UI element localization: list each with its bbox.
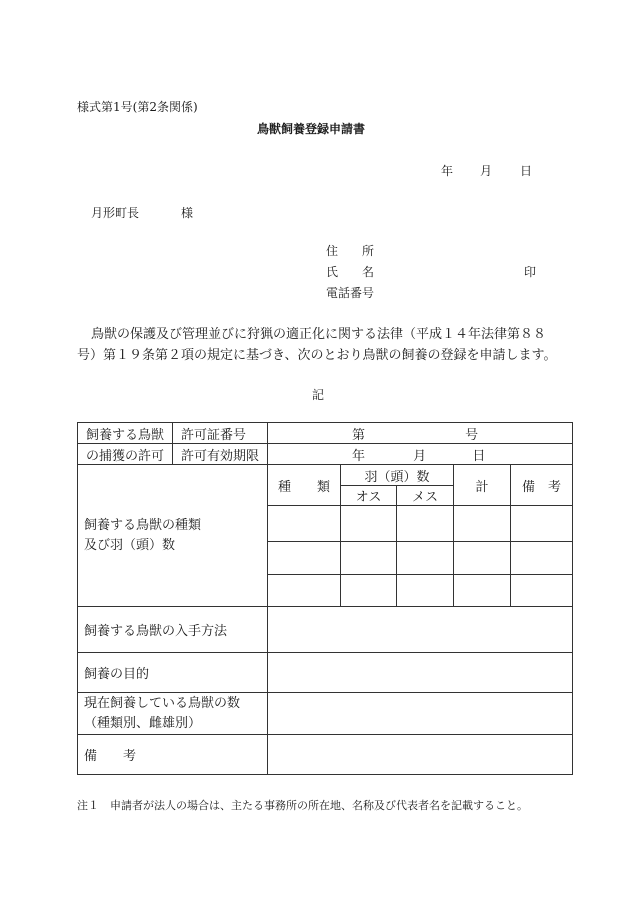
species-total-cell[interactable] — [454, 542, 511, 575]
species-label — [78, 465, 268, 607]
footnote: 注１ 申請者が法人の場合は、主たる事務所の所在地、名称及び代表者名を記載すること。 — [77, 799, 528, 812]
col-remarks-header: 備 考 — [511, 465, 573, 506]
ki-heading: 記 — [312, 388, 325, 402]
seal-mark: 印 — [524, 265, 537, 279]
species-kind-cell[interactable] — [268, 575, 341, 607]
col-count-header: 羽（頭）数 — [341, 465, 454, 486]
current-count-label — [78, 693, 268, 735]
species-male-cell[interactable] — [341, 575, 397, 607]
current-count-label-line-2: （種類別、雌雄別） — [84, 715, 202, 731]
current-count-label-line-1: 現在飼養している鳥獣の数 — [84, 695, 241, 711]
species-kind-cell[interactable] — [268, 506, 341, 542]
species-remarks-cell[interactable] — [511, 575, 573, 607]
purpose-label: 飼養の目的 — [78, 653, 268, 693]
species-female-cell[interactable] — [397, 506, 454, 542]
valid-period-field[interactable] — [268, 444, 573, 465]
applicant-name-label: 氏 名 — [326, 265, 375, 279]
date-year: 年 — [441, 164, 454, 178]
valid-year: 年 — [352, 448, 366, 464]
purpose-field[interactable] — [268, 653, 573, 693]
page-title: 鳥獣飼養登録申請書 — [257, 122, 366, 136]
species-total-cell[interactable] — [454, 575, 511, 607]
permit-number-field[interactable] — [268, 423, 573, 444]
remarks-label: 備 考 — [78, 735, 268, 775]
valid-period-label: 許可有効期限 — [173, 444, 268, 465]
valid-month: 月 — [413, 448, 427, 464]
body-line-1: 鳥獣の保護及び管理並びに狩猟の適正化に関する法律（平成１４年法律第８８ — [91, 327, 547, 342]
species-female-cell[interactable] — [397, 542, 454, 575]
applicant-address-label: 住 所 — [326, 244, 375, 258]
permit-number-dai: 第 — [352, 427, 366, 443]
species-label-line-2: 及び羽（頭）数 — [84, 537, 176, 553]
application-table — [77, 422, 573, 775]
applicant-phone-label: 電話番号 — [326, 286, 375, 300]
current-count-field[interactable] — [268, 693, 573, 735]
date-month: 月 — [480, 164, 493, 178]
form-number: 様式第1号(第2条関係) — [77, 100, 198, 114]
addressee-honorific: 様 — [181, 206, 194, 220]
species-female-cell[interactable] — [397, 575, 454, 607]
species-male-cell[interactable] — [341, 542, 397, 575]
permit-number-go: 号 — [465, 427, 479, 443]
species-label-line-1: 飼養する鳥獣の種類 — [84, 517, 202, 533]
species-male-cell[interactable] — [341, 506, 397, 542]
species-remarks-cell[interactable] — [511, 506, 573, 542]
remarks-field[interactable] — [268, 735, 573, 775]
col-male-header: オス — [341, 486, 397, 506]
col-kind-header: 種 類 — [268, 465, 341, 506]
col-female-header: メス — [397, 486, 454, 506]
permit-label-2: の捕獲の許可 — [78, 444, 173, 465]
valid-day: 日 — [472, 448, 486, 464]
acquire-method-field[interactable] — [268, 607, 573, 653]
species-total-cell[interactable] — [454, 506, 511, 542]
body-line-2: 号）第１９条第２項の規定に基づき、次のとおり鳥獣の飼養の登録を申請します。 — [77, 348, 557, 363]
species-kind-cell[interactable] — [268, 542, 341, 575]
acquire-method-label: 飼養する鳥獣の入手方法 — [78, 607, 268, 653]
permit-label-1: 飼養する鳥獣 — [78, 423, 173, 444]
species-remarks-cell[interactable] — [511, 542, 573, 575]
addressee-name: 月形町長 — [91, 206, 140, 220]
permit-number-label: 許可証番号 — [173, 423, 268, 444]
col-total-header: 計 — [454, 465, 511, 506]
date-day: 日 — [520, 164, 533, 178]
